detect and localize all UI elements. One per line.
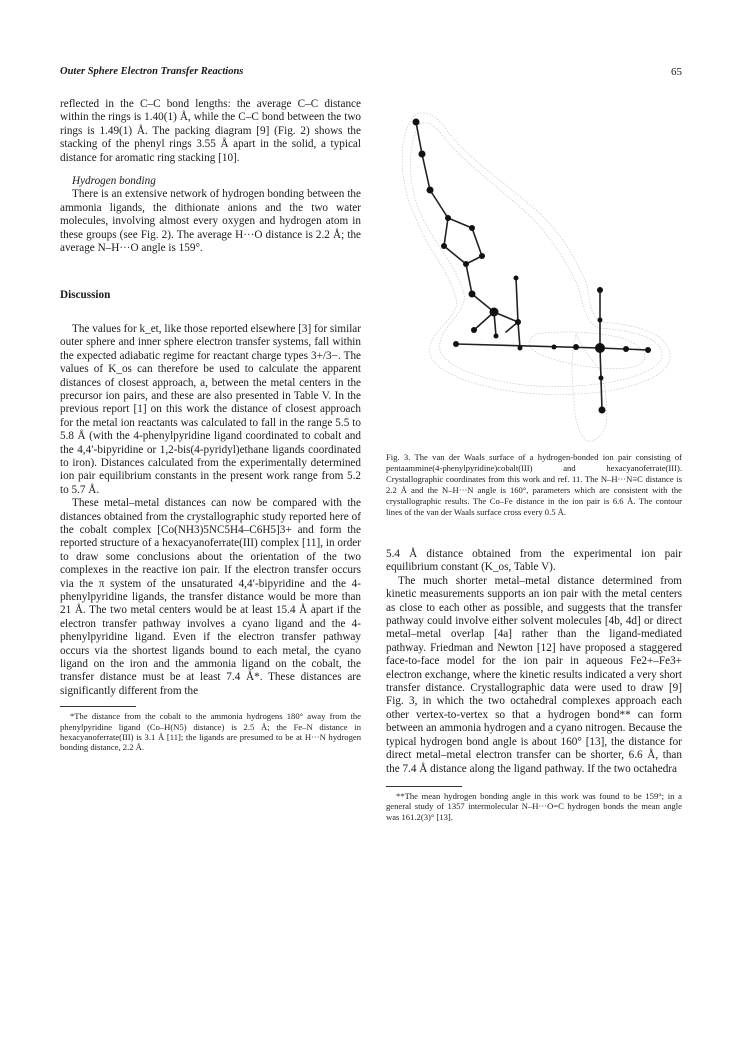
figure-3 [386, 98, 682, 446]
subsection-heading: Hydrogen bonding [72, 175, 156, 188]
footnote-rule-2 [386, 786, 462, 787]
running-title: Outer Sphere Electron Transfer Reactions [60, 66, 244, 77]
section-heading: Discussion [60, 289, 111, 302]
left-column [60, 98, 361, 752]
van-der-waals-surface-figure [386, 98, 682, 446]
page-number: 65 [671, 66, 682, 78]
paragraph-continued: reflected in the C–C bond lengths: the average C–C distance within the rings is 1.40(1) Å, while the C–C bond between the two rings is 1.49(1) Å. The packing diagram [9] (Fig. 2) shows the stacking of the phenyl rings 3.55 Å apart in the solid, a typical distance for aromatic ring stacking [10]. [60, 98, 361, 164]
footnote: *The distance from the cobalt to the ammonia hydrogens 180° away from the phenylpyridine ligand (Co–H(N5) distance) is 2.5 Å; the Fe–N distance in hexacyanoferrate(III) is 3.1 Å [11]; the ligands are presumed to be at H···N hydrogen bonding distance, 2.2 Å. [60, 711, 361, 753]
paragraph-right-1: 5.4 Å distance obtained from the experimental ion pair equilibrium constant (K_os, Table V). [386, 548, 682, 574]
paragraph-hydrogen-bonding: There is an extensive network of hydrogen bonding between the ammonia ligands, the dithionate anions and the two water molecules, involving almost every oxygen and hydrogen atom in these groups (see Fig. 2). The average H···O distance is 2.2 Å; the average N–H···O angle is 159°. [60, 188, 361, 255]
footnote-2: **The mean hydrogen bonding angle in this work was found to be 159°; in a general study of 1357 intermolecular N–H···O=C hydrogen bonds the mean angle was 161.2(3)° [13]. [386, 790, 682, 822]
paragraph-discussion-2: These metal–metal distances can now be compared with the distances obtained from the crystallographic study reported here of the cobalt complex [Co(NH3)5NC5H4–C6H5]3+ and form the reported structure of a hexacyanoferrate(III) complex [11], in order to draw some conclusions about the orientation of the two complexes in the reactive ion pair. If the electron transfer occurs via the π system of the unsaturated 4,4′-bipyridine and the 4-phenylpyridine ligands, the transfer distance would be more than 21 Å. The two metal centers would be at least 15.4 Å apart if the electron transfer pathway involves a cyano ligand and the 4-phenylpyridine ligand. Even if the electron transfer pathway occurs via the shortest ligands bound to each metal, the cyano ligand on the iron and the ammonia ligand on the cobalt, the transfer distance must be at least 7.4 Å*. These distances are significantly different from the [60, 497, 361, 697]
paragraph-discussion-1: The values for k_et, like those reported elsewhere [3] for similar outer sphere and inner sphere electron transfer systems, fall within the expected adiabatic regime for reactant charge types 3+/3−. The values of K_os can therefore be used to calculate the apparent distances of closest approach, a, between the metal centers in the precursor ion pairs, and these are also presented in Table V. In the previous report [1] on this work the distance of closest approach for the metal ion reactants was calculated to fall in the range 5.5 to 5.8 Å (with the 4-phenylpyridine ligand coordinated to cobalt and the 4,4′-bipyridine or 1,2-bis(4-pyridyl)ethane ligands coordinated to iron). Distances calculated from the experimentally determined ion pair equilibrium constants in the present work range from 5.2 to 5.7 Å. [60, 322, 361, 496]
footnote-rule [60, 706, 136, 707]
figure-caption: Fig. 3. The van der Waals surface of a hydrogen-bonded ion pair consisting of pentaammine(4-phenylpyridine)cobalt(III) and hexacyanoferrate(III). Crystallographic coordinates from this work and ref. 11. The N–H···N≡C distance is 2.2 Å and the N–H···N angle is 160°, parameters which are consistent with the crystallographic results. The Co–Fe distance in the ion pair is 6.6 Å. The contour lines of the van der Waals surface cross every 0.5 Å. [386, 452, 682, 517]
paragraph-right-2: The much shorter metal–metal distance determined from kinetic measurements supports an ion pair with the metal centers as close to each other as possible, and suggests that the transfer pathway could involve either solvent molecules [4b, 4d] or direct metal–metal overlap [4a] rather than the ligand-mediated pathway. Friedman and Newton [12] have proposed a staggered face-to-face model for the ion pair in aqueous Fe2+–Fe3+ electron exchange, where the kinetic results indicated a very short transfer distance. Crystallographic data were used to draw [9] Fig. 3, in which the two octahedral complexes approach each other vertex-to-vertex so that a hydrogen bond** can form between an ammonia hydrogen and a cyano nitrogen. Because the typical hydrogen bond angle is about 160° [13], the distance for direct metal–metal electron transfer can be shorter, 6.6 Å, than the 7.4 Å distance along the ligand pathway. If the two octahedra [386, 574, 682, 775]
page-header [60, 66, 682, 82]
right-column [386, 548, 682, 822]
